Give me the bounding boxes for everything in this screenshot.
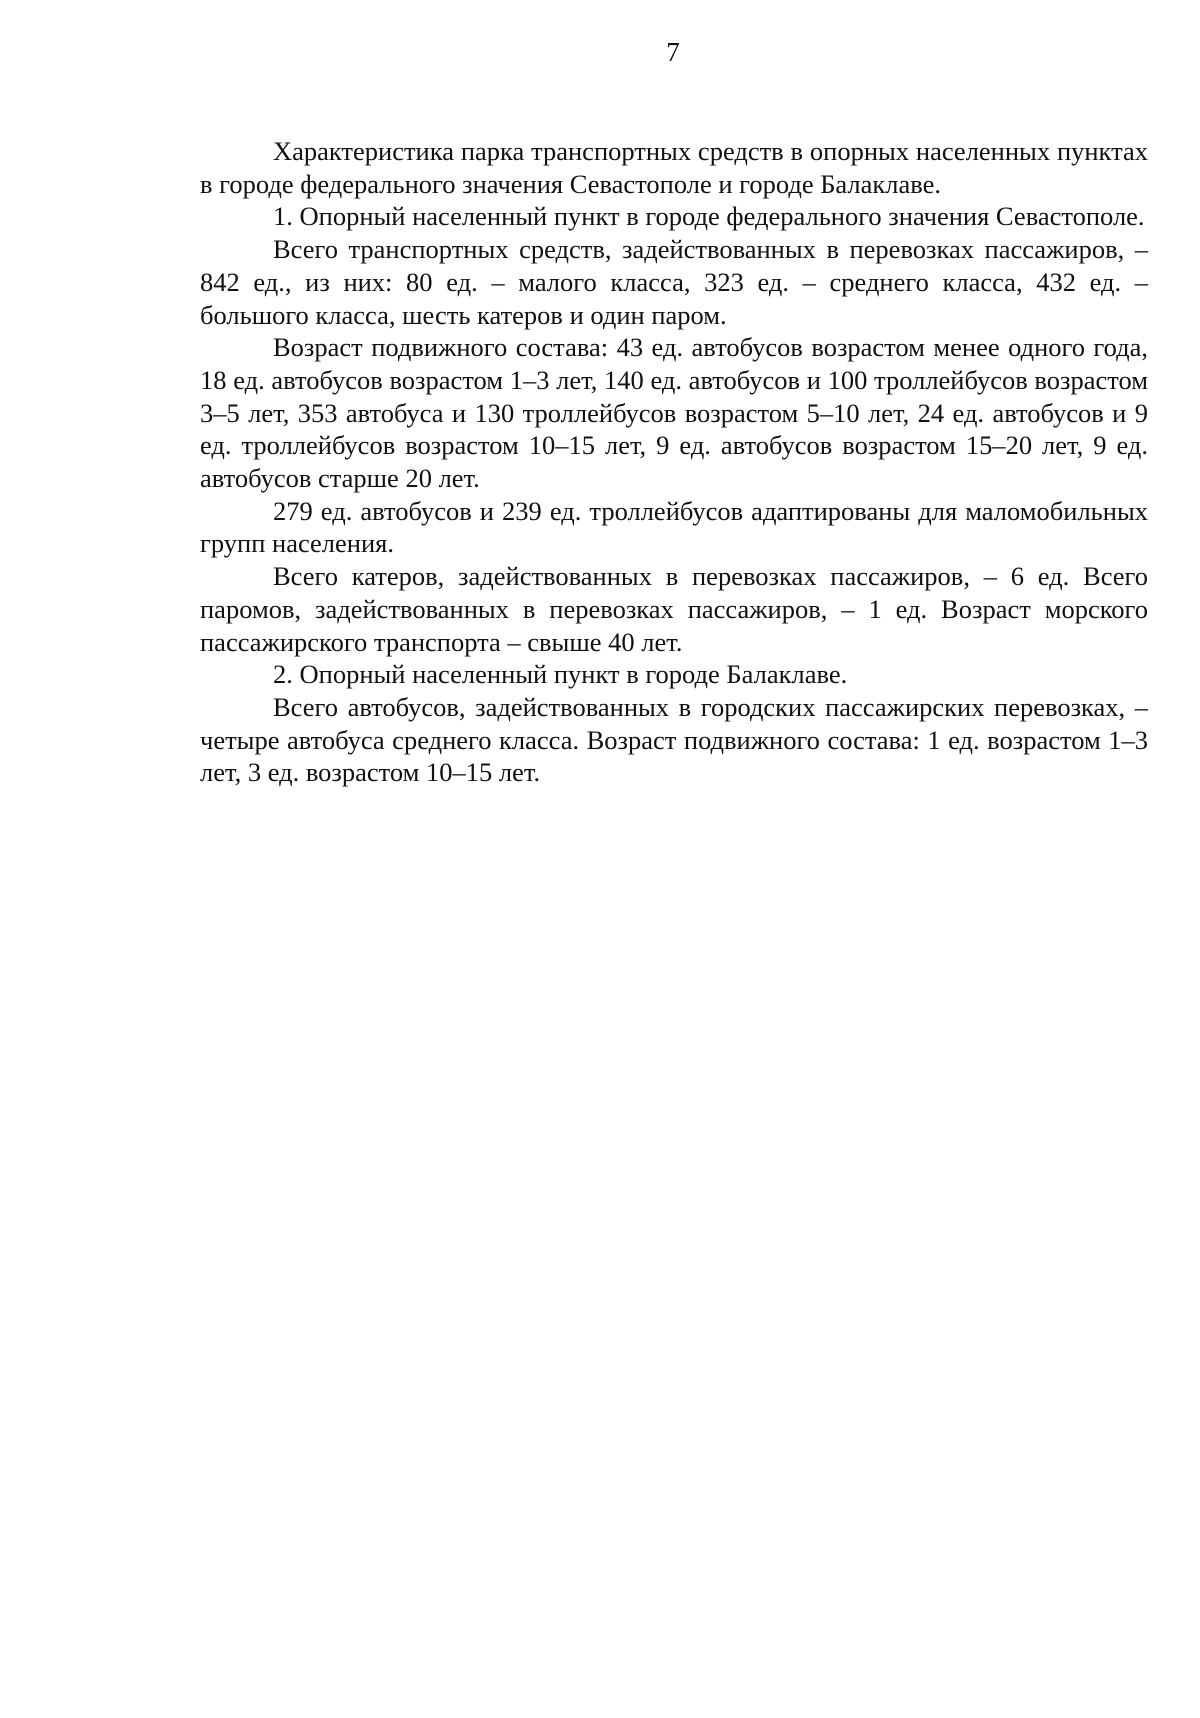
accessibility-paragraph: 279 ед. автобусов и 239 ед. троллейбусов адаптированы для маломобильных групп населения.: [200, 495, 1148, 559]
balaklava-vehicles-paragraph: Всего автобусов, задействованных в городских пассажирских перевозках, – четыре автобуса среднего класса. Возраст подвижного состава: 1 ед. возрастом 1–3 лет, 3 ед. возрастом 10–15 лет.: [200, 691, 1148, 788]
intro-paragraph: Характеристика парка транспортных средств в опорных населенных пунктах в городе федерального значения Севастополе и городе Балаклаве.: [200, 136, 1148, 199]
section-1-heading: 1. Опорный населенный пункт в городе федерального значения Севастополе.: [273, 201, 1145, 232]
section-2-heading: 2. Опорный населенный пункт в городе Балаклаве.: [273, 659, 848, 690]
sevastopol-fleet-age-paragraph: Возраст подвижного состава: 43 ед. автобусов возрастом менее одного года, 18 ед. автобусов возрастом 1–3 лет, 140 ед. автобусов и 100 троллейбусов возрастом 3–5 лет, 353 автобуса и 130 троллейбусов возрастом 5–10 лет, 24 ед. автобусов и 9 ед. троллейбусов возрастом 10–15 лет, 9 ед. автобусов возрастом 15–20 лет, 9 ед. автобусов старше 20 лет.: [200, 332, 1148, 494]
sea-transport-paragraph: Всего катеров, задействованных в перевозках пассажиров, – 6 ед. Всего паромов, задействованных в перевозках пассажиров, – 1 ед. Возраст морского пассажирского транспорта – свыше 40 лет.: [200, 561, 1148, 657]
sevastopol-vehicles-paragraph: Всего транспортных средств, задействованных в перевозках пассажиров, – 842 ед., из них: 80 ед. – малого класса, 323 ед. – среднего класса, 432 ед. – большого класса, шесть катеров и один паром.: [200, 234, 1148, 330]
document-body: [200, 135, 1148, 789]
page-number: 7: [666, 37, 680, 67]
